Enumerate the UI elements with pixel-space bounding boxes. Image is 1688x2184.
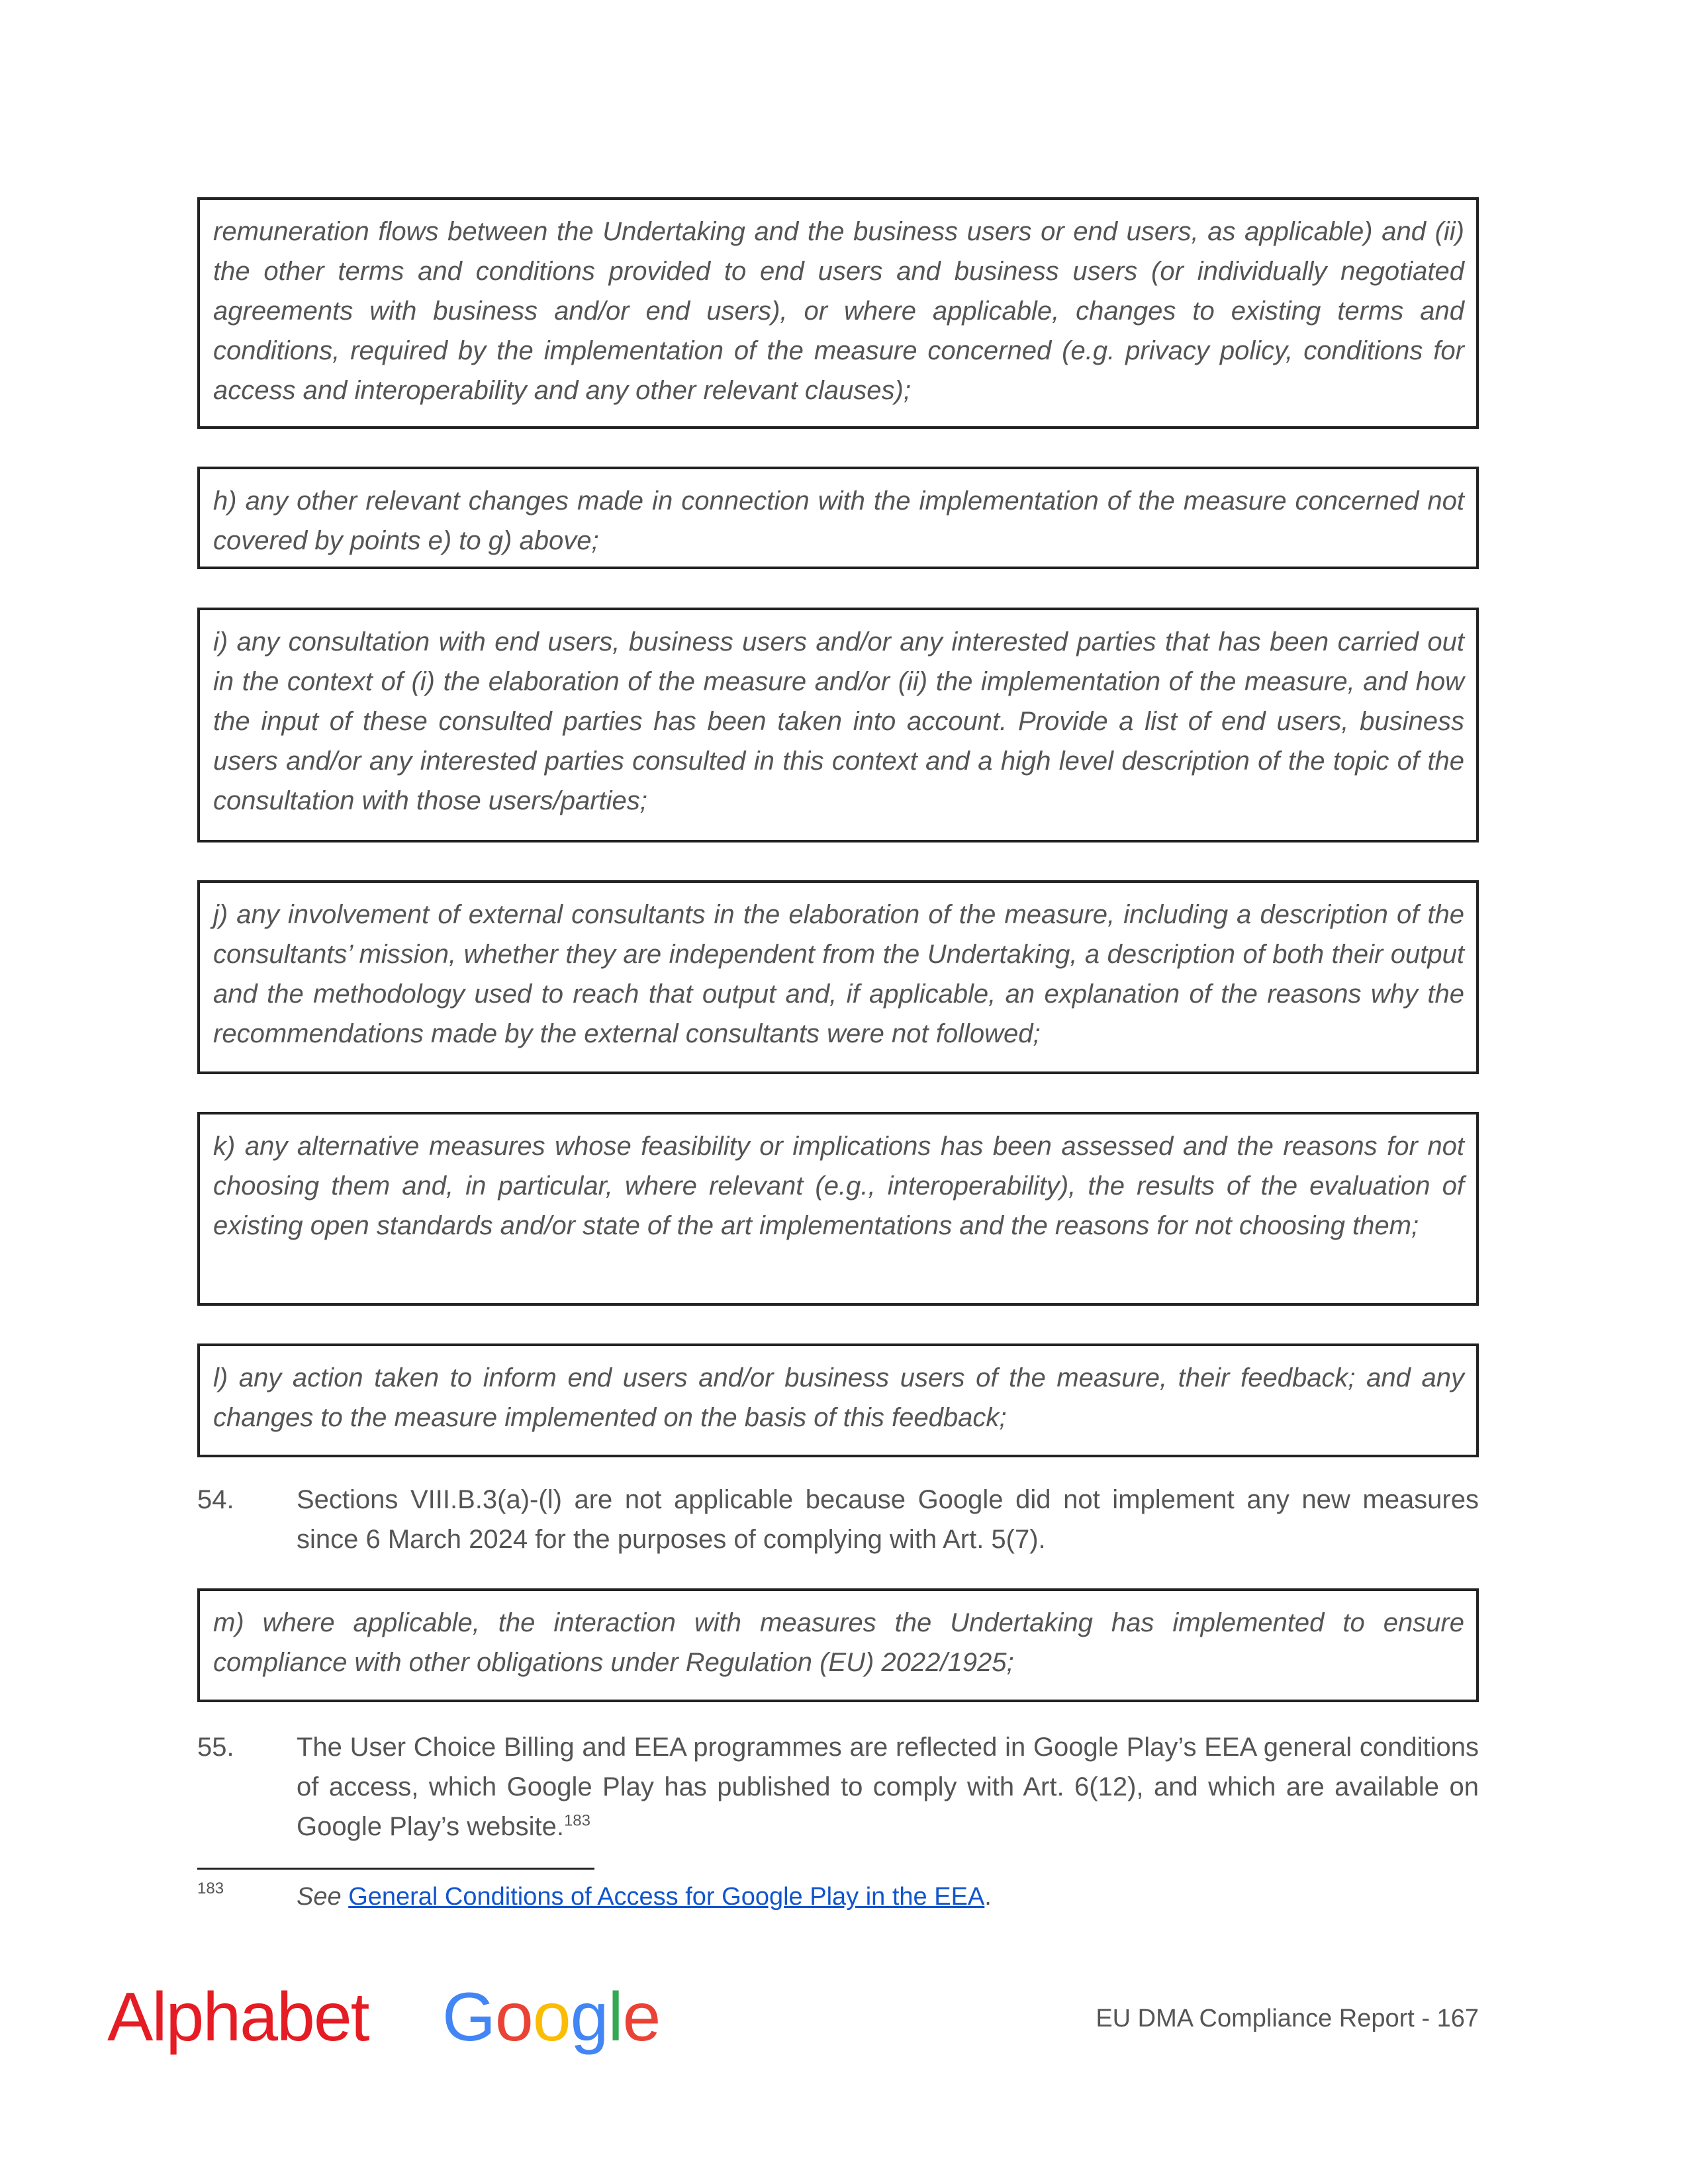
footnote-183 — [197, 1877, 992, 1917]
paragraph-text-wrap — [297, 1727, 1479, 1846]
footnote-text — [297, 1883, 992, 1911]
google-logo-letter: G — [442, 1979, 495, 2056]
paragraph-number: 54. — [197, 1485, 234, 1514]
quote-text: j) any involvement of external consultants in the elaboration of the measure, including a description of the consultants’ mission, whether they are independent from the Undertaking, a description of both their output and the methodology used to reach that output and, if applicable, an explanation of the reasons why the recommendations made by the external consultants were not followed; — [213, 900, 1464, 1048]
footnote-divider — [197, 1868, 594, 1870]
alphabet-logo: Alphabet — [107, 1979, 369, 2056]
quote-text: i) any consultation with end users, business users and/or any interested parties that has been carried out in the context of (i) the elaboration of the measure and/or (ii) the implementation of the measure, and how the input of these consulted parties has been taken into account. Provide a list of end users, business users and/or any interested parties consulted in this context and a high level description of the topic of the consultation with those users/parties; — [213, 627, 1464, 815]
paragraph-number: 55. — [197, 1733, 234, 1762]
footnote-prefix: See — [297, 1883, 342, 1911]
google-logo-letter: o — [494, 1979, 533, 2056]
quote-box-j — [197, 880, 1479, 1074]
paragraph-55 — [197, 1727, 1479, 1846]
quote-box-i — [197, 608, 1479, 842]
quote-text: l) any action taken to inform end users and/or business users of the measure, their feedback; and any changes to the measure implemented on the basis of this feedback; — [213, 1363, 1464, 1432]
google-logo-letter: o — [532, 1979, 571, 2056]
general-conditions-link[interactable]: General Conditions of Access for Google Play in the EEA — [348, 1883, 985, 1911]
quote-box-h — [197, 467, 1479, 569]
footnote-suffix: . — [984, 1883, 992, 1911]
quote-box-g-continued — [197, 197, 1479, 429]
quote-text: m) where applicable, the interaction with measures the Undertaking has implemented to ensure compliance with other obligations under Regulation (EU) 2022/1925; — [213, 1608, 1464, 1677]
quote-text: h) any other relevant changes made in connection with the implementation of the measure concerned not covered by points e) to g) above; — [213, 486, 1464, 555]
paragraph-54 — [197, 1480, 1479, 1559]
paragraph-text: Sections VIII.B.3(a)-(l) are not applicable because Google did not implement any new measures since 6 March 2024 for the purposes of complying with Art. 5(7). — [297, 1485, 1479, 1554]
google-logo-letter: e — [622, 1979, 661, 2056]
footnote-reference[interactable]: 183 — [563, 1811, 590, 1830]
quote-text: remuneration flows between the Undertaking and the business users or end users, as applicable) and (ii) the other terms and conditions provided to end users and business users (or individually negotiated agreements with business and/or end users), or where applicable, changes to existing terms and conditions, required by the implementation of the measure concerned (e.g. privacy policy, conditions for access and interoperability and any other relevant clauses); — [213, 217, 1464, 405]
quote-box-l — [197, 1343, 1479, 1457]
quote-text: k) any alternative measures whose feasibility or implications has been assessed and the reasons for not choosing them and, in particular, where relevant (e.g., interoperability), the results of the evaluation of existing open standards and/or state of the art implementations and the reasons for not choosing them; — [213, 1132, 1464, 1240]
quote-box-m — [197, 1588, 1479, 1702]
footnote-number: 183 — [197, 1880, 224, 1897]
google-logo — [442, 1978, 660, 2057]
google-logo-letter: l — [608, 1979, 623, 2056]
google-logo-letter: g — [570, 1979, 608, 2056]
paragraph-text: The User Choice Billing and EEA programmes are reflected in Google Play’s EEA general conditions of access, which Google Play has published to comply with Art. 6(12), and which are available on Google Play’s website. — [297, 1733, 1479, 1841]
page-footer-label: EU DMA Compliance Report - 167 — [1096, 2005, 1479, 2032]
quote-box-k — [197, 1112, 1479, 1306]
